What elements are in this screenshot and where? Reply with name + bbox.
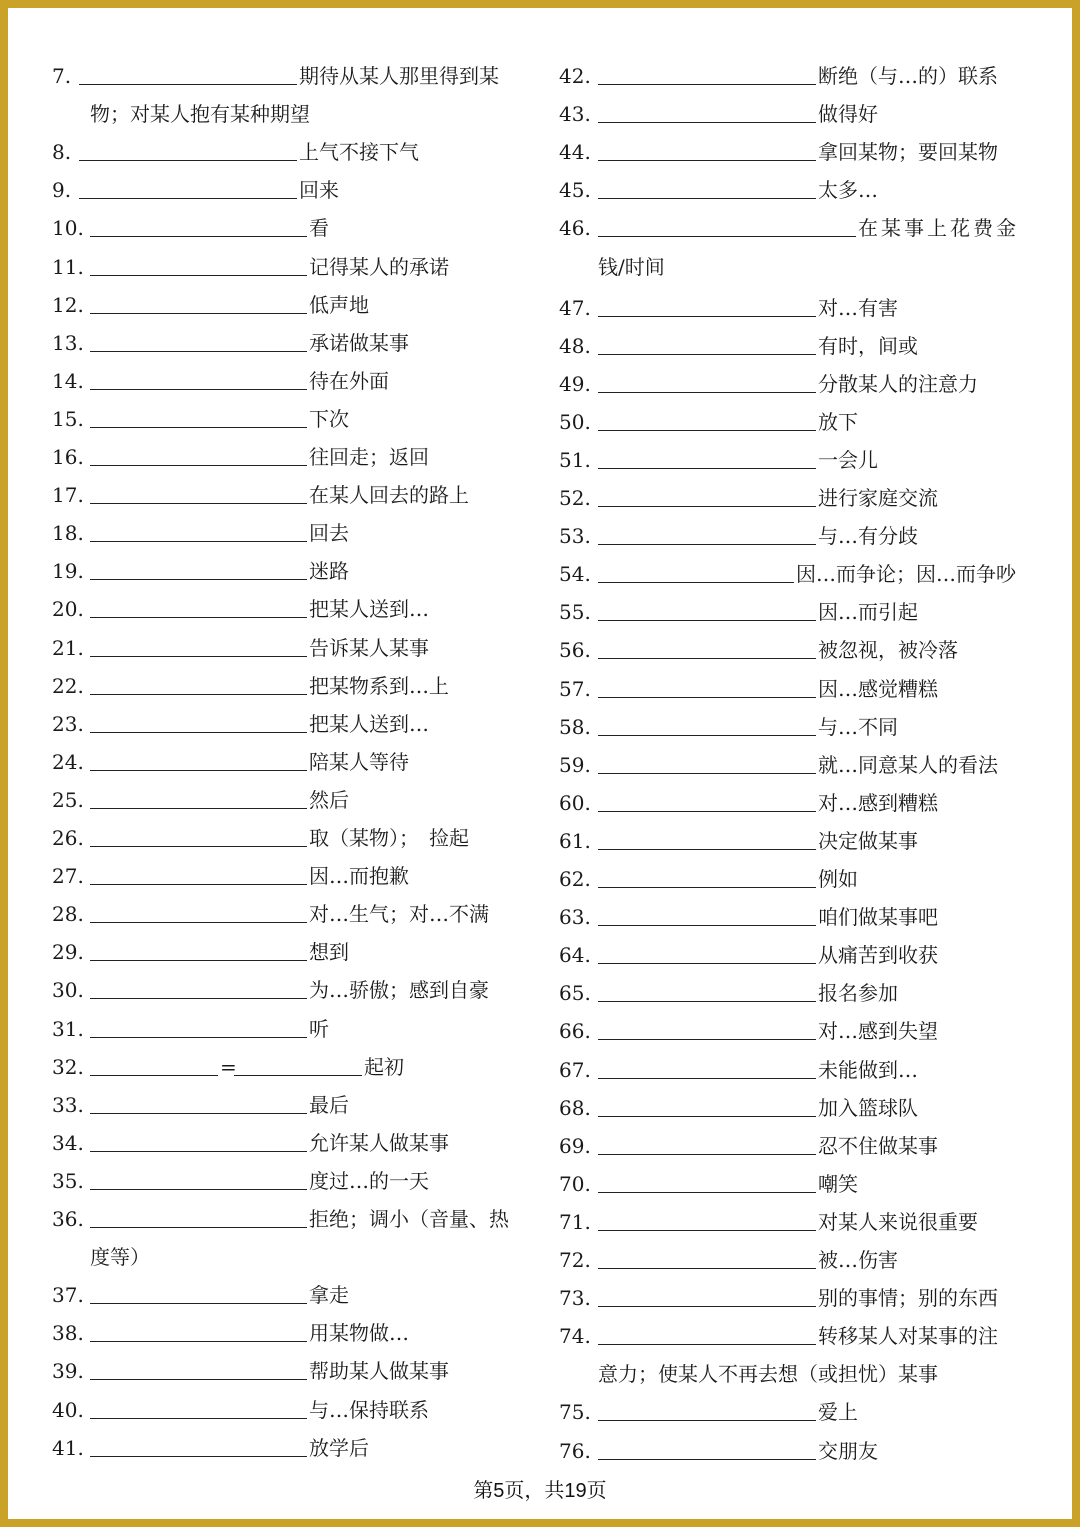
item-number: 67. [559, 1057, 591, 1082]
answer-blank[interactable] [90, 770, 307, 771]
item-number: 46. [559, 216, 591, 241]
vocab-item [52, 1314, 532, 1352]
item-meaning: 把某人送到… [309, 711, 429, 736]
item-number: 58. [559, 714, 591, 739]
answer-blank[interactable] [598, 773, 816, 774]
item-meaning: 因…感觉糟糕 [818, 676, 938, 701]
answer-blank[interactable] [598, 430, 816, 431]
item-number: 21. [52, 635, 84, 660]
item-number: 30. [52, 978, 84, 1003]
item-number: 51. [559, 447, 591, 472]
item-number: 31. [52, 1016, 84, 1041]
answer-blank[interactable] [598, 963, 816, 964]
vocab-item [559, 746, 1039, 784]
vocab-item [559, 1241, 1039, 1279]
item-number: 29. [52, 940, 84, 965]
answer-blank[interactable] [598, 1154, 816, 1155]
item-meaning: 被忽视，被冷落 [818, 638, 958, 663]
item-meaning: 回去 [309, 521, 349, 546]
item-meaning: 迷路 [309, 559, 349, 584]
vocab-item [559, 1279, 1039, 1317]
item-meaning: 太多… [818, 178, 878, 203]
answer-blank[interactable] [598, 506, 816, 507]
vocab-item [52, 1162, 532, 1200]
answer-blank[interactable] [90, 236, 307, 237]
vocab-item [559, 1051, 1039, 1089]
answer-blank[interactable] [90, 389, 307, 390]
item-number: 59. [559, 752, 591, 777]
vocab-item [559, 593, 1039, 631]
answer-blank[interactable] [598, 544, 816, 545]
item-number: 44. [559, 140, 591, 165]
item-number: 39. [52, 1359, 84, 1384]
item-number: 9. [52, 178, 72, 203]
item-number: 38. [52, 1321, 84, 1346]
item-meaning: 听 [309, 1016, 329, 1041]
vocab-item [559, 365, 1039, 403]
vocab-item-continued [52, 95, 532, 133]
answer-blank[interactable] [79, 160, 297, 161]
answer-blank[interactable] [90, 922, 307, 923]
item-number: 64. [559, 943, 591, 968]
item-number: 15. [52, 406, 84, 431]
item-meaning: 忍不住做某事 [818, 1133, 938, 1158]
item-number: 28. [52, 902, 84, 927]
item-meaning: 就…同意某人的看法 [818, 752, 998, 777]
answer-blank[interactable] [90, 732, 307, 733]
item-number: 75. [559, 1400, 591, 1425]
item-number: 50. [559, 409, 591, 434]
item-number: 41. [52, 1435, 84, 1460]
answer-blank[interactable] [90, 694, 307, 695]
vocab-item [559, 1165, 1039, 1203]
answer-blank[interactable] [90, 1379, 307, 1380]
item-meaning: 因…而抱歉 [309, 864, 409, 889]
item-meaning: 允许某人做某事 [309, 1130, 449, 1155]
answer-blank[interactable] [90, 808, 307, 809]
item-number: 25. [52, 787, 84, 812]
answer-blank[interactable] [90, 1037, 307, 1038]
answer-blank[interactable] [598, 1192, 816, 1193]
answer-blank[interactable] [90, 1227, 307, 1228]
item-meaning: 放下 [818, 409, 858, 434]
item-number: 72. [559, 1248, 591, 1272]
item-meaning: 被…伤害 [818, 1248, 898, 1272]
vocab-item [52, 1124, 532, 1162]
item-number: 13. [52, 330, 84, 355]
item-number: 62. [559, 867, 591, 891]
answer-blank[interactable] [598, 925, 816, 926]
item-meaning: 一会儿 [818, 447, 878, 472]
item-number: 45. [559, 178, 591, 203]
vocab-item [52, 286, 532, 324]
answer-blank[interactable] [90, 617, 307, 618]
answer-blank[interactable] [90, 465, 307, 466]
vocab-item [52, 514, 532, 552]
item-meaning: 待在外面 [309, 368, 389, 393]
answer-blank[interactable] [90, 579, 307, 580]
answer-blank[interactable] [90, 351, 307, 352]
item-number: 55. [559, 600, 591, 625]
answer-blank[interactable] [598, 198, 816, 199]
vocab-item [52, 705, 532, 743]
answer-blank[interactable] [598, 620, 816, 621]
item-meaning: 咱们做某事吧 [818, 905, 938, 930]
item-number: 69. [559, 1133, 591, 1158]
vocab-item [52, 209, 532, 247]
item-meaning: 想到 [309, 940, 349, 965]
item-meaning-continued: 物；对某人抱有某种期望 [90, 102, 310, 127]
vocab-item [52, 362, 532, 400]
vocab-item [52, 324, 532, 362]
vocab-item [559, 289, 1039, 327]
item-meaning: 嘲笑 [818, 1171, 858, 1196]
item-number: 54. [559, 562, 591, 587]
answer-blank[interactable] [598, 1459, 816, 1460]
item-meaning: 度过…的一天 [309, 1168, 429, 1193]
vocab-item [559, 403, 1039, 441]
item-number: 34. [52, 1130, 84, 1155]
item-meaning: 把某物系到…上 [309, 673, 449, 698]
item-meaning: 在某人回去的路上 [309, 483, 469, 508]
vocab-item [559, 1012, 1039, 1050]
item-meaning: 与…不同 [818, 714, 898, 739]
vocab-item [559, 936, 1039, 974]
answer-blank[interactable] [598, 316, 816, 317]
item-number: 70. [559, 1171, 591, 1196]
item-number: 12. [52, 292, 84, 317]
vocab-item [559, 1432, 1039, 1470]
vocab-item [52, 400, 532, 438]
item-number: 73. [559, 1286, 591, 1311]
answer-blank[interactable] [90, 503, 307, 504]
item-number: 60. [559, 790, 591, 815]
vocab-item [559, 57, 1039, 95]
vocab-item [52, 1200, 532, 1238]
vocab-item [52, 1391, 532, 1429]
item-meaning: 期待从某人那里得到某 [299, 64, 499, 88]
item-number: 23. [52, 711, 84, 736]
item-number: 37. [52, 1283, 84, 1308]
answer-blank[interactable] [90, 1456, 307, 1457]
vocab-item [559, 784, 1039, 822]
item-meaning-continued: 度等） [90, 1245, 150, 1270]
item-number: 36. [52, 1207, 84, 1231]
vocab-item [559, 1203, 1039, 1241]
item-number: 20. [52, 597, 84, 622]
answer-blank[interactable] [598, 236, 856, 237]
answer-blank[interactable] [598, 1078, 816, 1079]
item-number: 76. [559, 1438, 591, 1463]
item-number: 61. [559, 828, 591, 853]
item-meaning: 往回走；返回 [309, 445, 429, 469]
answer-blank[interactable] [90, 1189, 307, 1190]
answer-blank[interactable] [90, 1303, 307, 1304]
item-meaning: 分散某人的注意力 [818, 371, 978, 396]
item-number: 71. [559, 1209, 591, 1234]
answer-blank[interactable] [79, 198, 297, 199]
item-number: 33. [52, 1092, 84, 1117]
answer-blank[interactable] [598, 468, 816, 469]
vocab-item [52, 552, 532, 590]
item-meaning: 对…感到失望 [818, 1019, 938, 1044]
item-number: 22. [52, 673, 84, 698]
answer-blank[interactable] [598, 1268, 816, 1269]
vocab-item-continued [559, 248, 1039, 286]
item-meaning: 别的事情；别的东西 [818, 1286, 998, 1311]
item-meaning: 起初 [364, 1054, 404, 1079]
answer-blank[interactable] [598, 354, 816, 355]
item-number: 14. [52, 368, 84, 393]
item-number: 68. [559, 1095, 591, 1120]
vocab-item [52, 248, 532, 286]
vocab-item [52, 933, 532, 971]
answer-blank[interactable] [90, 313, 307, 314]
vocab-item [559, 708, 1039, 746]
answer-blank[interactable] [234, 1075, 362, 1076]
item-meaning: 为…骄傲；感到自豪 [309, 978, 489, 1003]
vocab-item [52, 133, 532, 171]
item-meaning: 做得好 [818, 102, 878, 127]
answer-blank[interactable] [90, 846, 307, 847]
answer-blank[interactable] [90, 1418, 307, 1419]
item-meaning: 最后 [309, 1092, 349, 1117]
item-meaning: 加入篮球队 [818, 1095, 918, 1120]
item-number: 43. [559, 102, 591, 127]
answer-blank[interactable] [598, 887, 816, 888]
item-meaning: 与…有分歧 [818, 524, 918, 549]
item-meaning: 决定做某事 [818, 828, 918, 853]
item-meaning-continued: 意力；使某人不再去想（或担忧）某事 [598, 1362, 938, 1387]
item-number: 74. [559, 1324, 591, 1349]
vocab-item [559, 555, 1039, 593]
vocab-item [559, 479, 1039, 517]
item-number: 32. [52, 1054, 84, 1079]
answer-blank[interactable] [598, 849, 816, 850]
answer-blank[interactable] [598, 392, 816, 393]
item-number: 27. [52, 864, 84, 889]
vocab-item-continued [52, 1238, 532, 1276]
answer-blank[interactable] [598, 811, 816, 812]
vocab-item [52, 438, 532, 476]
vocab-item [559, 95, 1039, 133]
vocab-item [52, 57, 532, 95]
item-meaning: 有时，间或 [818, 333, 918, 358]
vocab-item-continued [559, 1355, 1039, 1393]
item-meaning: 在某事上花费金 [858, 216, 1019, 241]
item-number: 49. [559, 371, 591, 396]
item-meaning: 报名参加 [818, 981, 898, 1006]
equals-sign: = [220, 1054, 237, 1079]
vocab-item [559, 171, 1039, 209]
item-meaning: 与…保持联系 [309, 1397, 429, 1422]
item-number: 26. [52, 826, 84, 850]
item-number: 24. [52, 749, 84, 774]
item-meaning: 因…而争论；因…而争吵 [796, 562, 1016, 587]
item-meaning: 告诉某人某事 [309, 635, 429, 660]
item-meaning: 对某人来说很重要 [818, 1209, 978, 1234]
item-meaning: 上气不接下气 [299, 140, 419, 165]
answer-blank[interactable] [90, 960, 307, 961]
answer-blank[interactable] [598, 658, 816, 659]
answer-blank[interactable] [90, 427, 307, 428]
item-meaning: 断绝（与…的）联系 [818, 64, 998, 88]
item-number: 17. [52, 483, 84, 508]
vocab-item [559, 1127, 1039, 1165]
item-meaning: 承诺做某事 [309, 330, 409, 355]
item-number: 57. [559, 676, 591, 701]
vocab-item [52, 629, 532, 667]
answer-blank[interactable] [598, 1001, 816, 1002]
answer-blank[interactable] [90, 541, 307, 542]
answer-blank[interactable] [90, 1151, 307, 1152]
answer-blank[interactable] [598, 1306, 816, 1307]
item-meaning: 例如 [818, 867, 858, 891]
item-number: 11. [52, 254, 84, 279]
item-number: 52. [559, 486, 591, 510]
item-number: 65. [559, 981, 591, 1006]
answer-blank[interactable] [598, 122, 816, 123]
vocab-item [559, 327, 1039, 365]
answer-blank[interactable] [90, 998, 307, 999]
answer-blank[interactable] [598, 582, 794, 583]
page-footer: 第5页，共19页 [473, 1480, 607, 1502]
answer-blank[interactable] [90, 275, 307, 276]
answer-blank[interactable] [90, 884, 307, 885]
answer-blank[interactable] [598, 697, 816, 698]
answer-blank[interactable] [598, 84, 816, 85]
item-meaning: 对…生气；对…不满 [309, 902, 489, 927]
item-meaning: 进行家庭交流 [818, 486, 938, 510]
item-meaning: 看 [309, 216, 329, 241]
vocab-item [559, 133, 1039, 171]
vocab-item [52, 895, 532, 933]
answer-blank[interactable] [598, 1039, 816, 1040]
item-meaning: 拿走 [309, 1283, 349, 1308]
answer-blank[interactable] [90, 1075, 218, 1076]
item-meaning: 交朋友 [818, 1438, 878, 1463]
item-meaning: 放学后 [309, 1435, 369, 1460]
item-meaning: 然后 [309, 787, 349, 812]
vocab-item [52, 1048, 532, 1086]
vocab-item [52, 743, 532, 781]
answer-blank[interactable] [598, 160, 816, 161]
vocab-item [52, 857, 532, 895]
item-number: 35. [52, 1168, 84, 1193]
item-number: 63. [559, 905, 591, 930]
item-meaning: 爱上 [818, 1400, 858, 1425]
vocab-item [52, 667, 532, 705]
item-meaning: 低声地 [309, 292, 369, 317]
vocab-item [52, 1010, 532, 1048]
item-number: 66. [559, 1019, 591, 1044]
item-meaning: 因…而引起 [818, 600, 918, 625]
item-number: 10. [52, 216, 84, 241]
vocab-item [52, 971, 532, 1009]
answer-blank[interactable] [598, 1420, 816, 1421]
answer-blank[interactable] [598, 1230, 816, 1231]
vocab-item [559, 974, 1039, 1012]
vocab-item [559, 670, 1039, 708]
vocab-item [559, 441, 1039, 479]
item-meaning: 取（某物）； 捡起 [309, 826, 469, 850]
vocab-item [559, 1317, 1039, 1355]
item-meaning: 把某人送到… [309, 597, 429, 622]
item-meaning: 下次 [309, 406, 349, 431]
item-number: 8. [52, 140, 72, 165]
vocab-item [52, 819, 532, 857]
item-meaning: 记得某人的承诺 [309, 254, 449, 279]
answer-blank[interactable] [90, 656, 307, 657]
item-meaning: 用某物做… [309, 1321, 409, 1346]
item-meaning: 拒绝；调小（音量、热 [309, 1207, 509, 1231]
item-meaning: 帮助某人做某事 [309, 1359, 449, 1384]
vocab-item [559, 209, 1039, 247]
vocab-item [52, 171, 532, 209]
item-number: 47. [559, 295, 591, 320]
vocab-item [52, 590, 532, 628]
vocab-item [559, 1089, 1039, 1127]
vocab-item [52, 781, 532, 819]
vocab-item [559, 860, 1039, 898]
vocab-item [559, 898, 1039, 936]
item-meaning: 对…感到糟糕 [818, 790, 938, 815]
item-number: 56. [559, 638, 591, 663]
vocab-item [559, 631, 1039, 669]
item-meaning: 从痛苦到收获 [818, 943, 938, 968]
item-number: 42. [559, 64, 591, 88]
item-meaning: 回来 [299, 178, 339, 203]
item-number: 7. [52, 64, 72, 88]
item-meaning: 拿回某物；要回某物 [818, 140, 998, 165]
item-number: 19. [52, 559, 84, 584]
answer-blank[interactable] [598, 1116, 816, 1117]
item-meaning-continued: 钱/时间 [598, 254, 665, 279]
vocab-item [52, 1352, 532, 1390]
vocab-item [559, 517, 1039, 555]
answer-blank[interactable] [598, 735, 816, 736]
vocab-item [52, 1086, 532, 1124]
answer-blank[interactable] [598, 1344, 816, 1345]
answer-blank[interactable] [90, 1341, 307, 1342]
item-number: 40. [52, 1397, 84, 1422]
item-number: 18. [52, 521, 84, 546]
item-number: 48. [559, 333, 591, 358]
item-number: 16. [52, 445, 84, 469]
answer-blank[interactable] [90, 1113, 307, 1114]
item-meaning: 转移某人对某事的注 [818, 1324, 998, 1349]
item-number: 53. [559, 524, 591, 549]
item-meaning: 未能做到… [818, 1057, 918, 1082]
answer-blank[interactable] [79, 84, 297, 85]
vocab-item [559, 1393, 1039, 1431]
item-meaning: 对…有害 [818, 295, 898, 320]
vocab-item [52, 476, 532, 514]
vocab-item [52, 1429, 532, 1467]
item-meaning: 陪某人等待 [309, 749, 409, 774]
vocab-item [52, 1276, 532, 1314]
vocab-item [559, 822, 1039, 860]
